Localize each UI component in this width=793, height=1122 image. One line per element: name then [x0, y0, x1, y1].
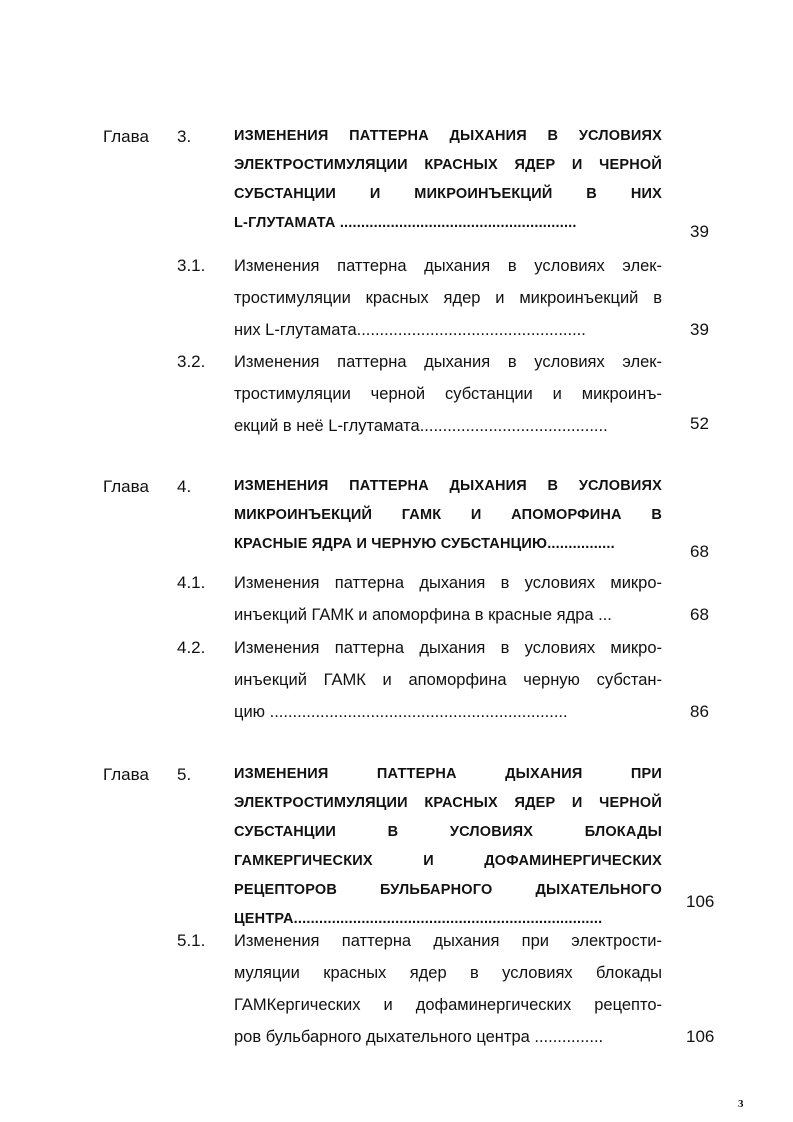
section-title [234, 925, 662, 1053]
chapter-title-line: КРАСНЫЕ ЯДРА И ЧЕРНУЮ СУБСТАНЦИЮ................ [234, 536, 615, 552]
section-title-line: муляции красных ядер в условиях блокады [234, 964, 662, 982]
section-title-line: ров бульбарного дыхательного центра ............... [234, 1028, 604, 1046]
section-page-number: 86 [690, 702, 709, 721]
section-title-line: цию ................................................................. [234, 703, 568, 721]
chapter-title-line: ИЗМЕНЕНИЯ ПАТТЕРНА ДЫХАНИЯ В УСЛОВИЯХ [234, 478, 662, 494]
chapter-title-line: ЭЛЕКТРОСТИМУЛЯЦИИ КРАСНЫХ ЯДЕР И ЧЕРНОЙ [234, 795, 662, 811]
chapter-title-line: ИЗМЕНЕНИЯ ПАТТЕРНА ДЫХАНИЯ ПРИ [234, 766, 662, 782]
chapter-title-line: ЭЛЕКТРОСТИМУЛЯЦИИ КРАСНЫХ ЯДЕР И ЧЕРНОЙ [234, 157, 662, 173]
chapter-label: Глава [103, 765, 149, 784]
chapter-title-line: ГАМКЕРГИЧЕСКИХ И ДОФАМИНЕРГИЧЕСКИХ [234, 853, 662, 869]
chapter-title [234, 760, 662, 934]
chapter-page-number: 68 [690, 542, 709, 561]
section-title-line: Изменения паттерна дыхания в условиях элек- [234, 353, 662, 371]
chapter-label: Глава [103, 127, 149, 146]
chapter-title-line: ЦЕНТРА......................................................................... [234, 911, 603, 927]
chapter-title [234, 122, 662, 238]
section-title-line: них L-глутамата.................................................. [234, 321, 586, 339]
section-title [234, 567, 662, 631]
chapter-number: 4. [177, 477, 192, 496]
section-title [234, 250, 662, 346]
chapter-title-line: МИКРОИНЪЕКЦИЙ ГАМК И АПОМОРФИНА В [234, 507, 662, 523]
section-title-line: тростимуляции черной субстанции и микроинъ- [234, 385, 662, 403]
section-page-number: 39 [690, 320, 709, 339]
section-page-number: 52 [690, 414, 709, 433]
chapter-title-line: РЕЦЕПТОРОВ БУЛЬБАРНОГО ДЫХАТЕЛЬНОГО [234, 882, 662, 898]
chapter-title-line: СУБСТАНЦИИ И МИКРОИНЪЕКЦИЙ В НИХ [234, 186, 662, 202]
section-number: 3.2. [177, 352, 206, 371]
section-title-line: инъекций ГАМК и апоморфина черную субстан- [234, 671, 662, 689]
section-title-line: ГАМКергических и дофаминергических рецепто- [234, 996, 662, 1014]
section-title [234, 346, 662, 442]
chapter-page-number: 106 [686, 892, 715, 911]
section-page-number: 68 [690, 605, 709, 624]
section-page-number: 106 [686, 1027, 715, 1046]
chapter-title-line: СУБСТАНЦИИ В УСЛОВИЯХ БЛОКАДЫ [234, 824, 662, 840]
section-title-line: екций в неё L-глутамата......................................... [234, 417, 608, 435]
section-title [234, 632, 662, 728]
page-number: 3 [738, 1098, 744, 1110]
chapter-page-number: 39 [690, 222, 709, 241]
section-title-line: тростимуляции красных ядер и микроинъекций в [234, 289, 662, 307]
section-number: 3.1. [177, 256, 206, 275]
section-number: 4.2. [177, 638, 206, 657]
section-number: 5.1. [177, 931, 206, 950]
section-title-line: Изменения паттерна дыхания в условиях микро- [234, 639, 662, 657]
section-title-line: Изменения паттерна дыхания в условиях микро- [234, 574, 662, 592]
chapter-title-line: L-ГЛУТАМАТА ........................................................ [234, 215, 577, 231]
section-number: 4.1. [177, 573, 206, 592]
chapter-number: 3. [177, 127, 192, 146]
chapter-title [234, 472, 662, 559]
chapter-label: Глава [103, 477, 149, 496]
section-title-line: инъекций ГАМК и апоморфина в красные ядра ... [234, 606, 612, 624]
chapter-number: 5. [177, 765, 192, 784]
section-title-line: Изменения паттерна дыхания в условиях элек- [234, 257, 662, 275]
chapter-title-line: ИЗМЕНЕНИЯ ПАТТЕРНА ДЫХАНИЯ В УСЛОВИЯХ [234, 128, 662, 144]
section-title-line: Изменения паттерна дыхания при электрости- [234, 932, 662, 950]
